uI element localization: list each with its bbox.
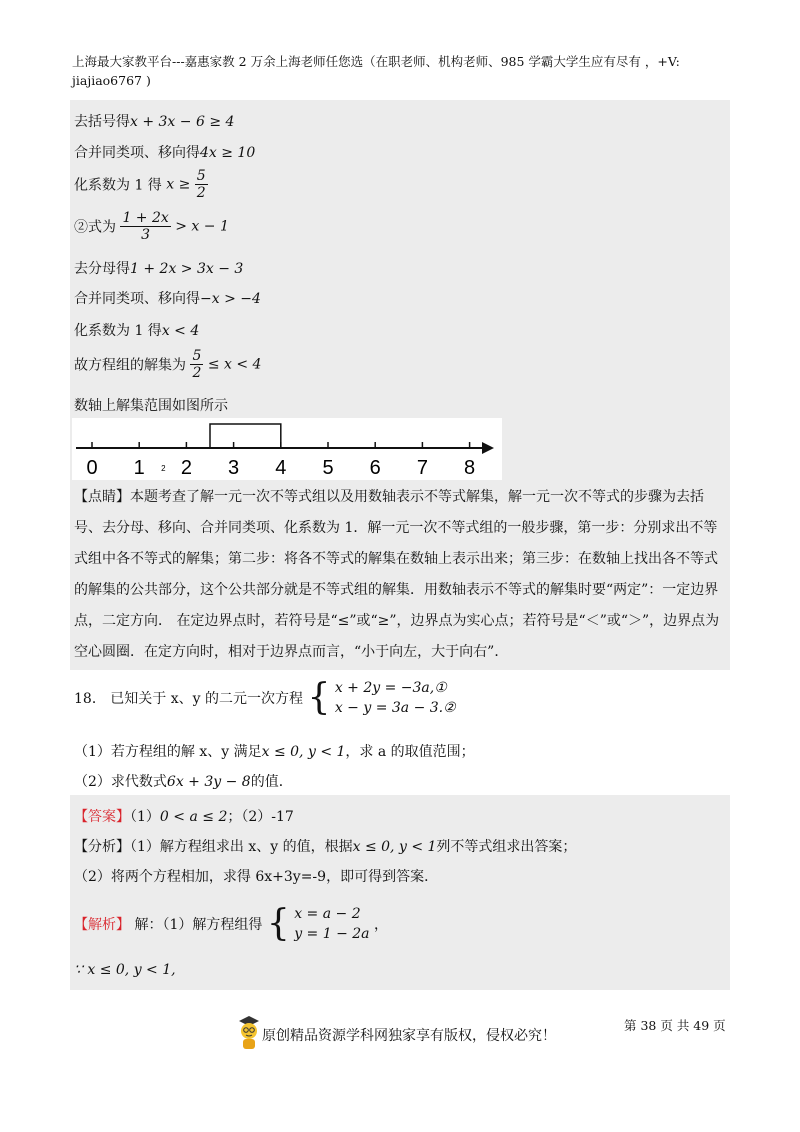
- left-brace-2: {: [266, 903, 290, 944]
- solution-system: x = a − 2 y = 1 − 2a: [294, 906, 370, 942]
- fraction-1-plus-2x-over-3: $\frac{1 + 2x}{3}$: [122, 210, 169, 243]
- number-line-tick-label: 8: [464, 457, 476, 479]
- number-line-tick-label: 5: [322, 457, 334, 479]
- analysis-tag: 【分析】: [74, 839, 130, 855]
- page-header: [72, 52, 732, 90]
- left-brace: {: [307, 677, 331, 718]
- step-9: 数轴上解集范围如图所示: [74, 398, 228, 414]
- problem-18-stem: 18． 已知关于 x、y 的二元一次方程 { x + 2y = −3a,① x − y = 3a − 3.②: [74, 677, 456, 718]
- comment-paragraph: [74, 482, 730, 668]
- analysis-line-2: （2）将两个方程相加，求得 6x+3y=-9，即可得到答案．: [74, 869, 439, 885]
- detail-condition: ∵ x ≤ 0, y < 1,: [74, 962, 176, 978]
- step-2: 合并同类项、移向得4x ≥ 10: [74, 145, 256, 161]
- number-line-tick-label: 6: [369, 457, 381, 479]
- step-5: 去分母得1 + 2x > 3x − 3: [74, 261, 244, 277]
- number-line-tick-label: 0: [86, 457, 98, 479]
- header-line-2: jiajiao6767 ): [72, 73, 151, 88]
- number-line-small-mark: 2: [161, 464, 166, 473]
- number-line-tick-label: 3: [228, 457, 240, 479]
- number-line-tick-label: 1: [133, 457, 145, 479]
- comment-text: 本题考查了解一元一次不等式组以及用数轴表示不等式解集，解一元一次不等式的步骤为去括号、去分母、移向、合并同类项、化系数为 1．解一元一次不等式组的一般步骤，第一步：分别求出不等式组中各不等式的解集；第二步：将各不等式的解集在数轴上表示出来；第三步：在数轴上找出各不等式的解集的公共部分，这个公共部分就是不等式组的解集．用数轴表示不等式的解集时要“两定”：一定边界点，二定方向． 在定边界点时，若符号是“≤”或“≥”，边界点为实心点；若符号是“＜”或“＞”，边界点为空心圆圈．在定方向时，相对于边界点而言，“小于向左，大于向右”．: [74, 489, 720, 660]
- detail-line: 【解析】 解：（1）解方程组得 { x = a − 2 y = 1 − 2a ，: [74, 903, 388, 944]
- comment-tag: 【点睛】: [74, 489, 130, 505]
- fraction-five-halves-2: $\frac{5}{2}$: [192, 348, 202, 381]
- step-6: 合并同类项、移向得−x > −4: [74, 291, 261, 307]
- step-3: 化系数为 1 得 x ≥ $\frac{5}{2}$: [74, 168, 206, 201]
- step-4: ②式为 $\frac{1 + 2x}{3}$ > x − 1: [74, 210, 229, 243]
- answer-line: 【答案】（1）0 < a ≤ 2；（2）-17: [74, 809, 294, 825]
- copyright-note: 原创精品资源学科网独家享有版权，侵权必究！: [262, 1028, 556, 1044]
- page-number: 第 38 页 共 49 页: [624, 1018, 726, 1033]
- header-line-1: 上海最大家教平台---嘉惠家教 2 万余上海老师任您选（在职老师、机构老师、985 学霸大学生应有尽有 ，+V:: [72, 54, 680, 69]
- question-1: （1）若方程组的解 x、y 满足x ≤ 0, y < 1，求 a 的取值范围；: [74, 744, 475, 760]
- step-8: 故方程组的解集为 $\frac{5}{2}$ ≤ x < 4: [74, 348, 262, 381]
- question-2: （2）求代数式6x + 3y − 8的值．: [74, 774, 293, 790]
- analysis-line-1: 【分析】（1）解方程组求出 x、y 的值，根据x ≤ 0, y < 1列不等式组求出答案；: [74, 839, 577, 855]
- fraction-five-halves: $\frac{5}{2}$: [196, 168, 206, 201]
- step-1: 去括号得x + 3x − 6 ≥ 4: [74, 114, 235, 130]
- answer-tag: 【答案】: [74, 809, 130, 825]
- number-line-figure: [72, 418, 502, 480]
- number-line-tick-label: 7: [416, 457, 428, 479]
- equation-system: x + 2y = −3a,① x − y = 3a − 3.②: [334, 680, 456, 716]
- mascot-icon: [236, 1015, 262, 1051]
- detail-tag: 【解析】: [74, 917, 130, 933]
- number-line-tick-label: 4: [275, 457, 287, 479]
- step-7: 化系数为 1 得x < 4: [74, 323, 200, 339]
- number-line-tick-label: 2: [180, 457, 192, 479]
